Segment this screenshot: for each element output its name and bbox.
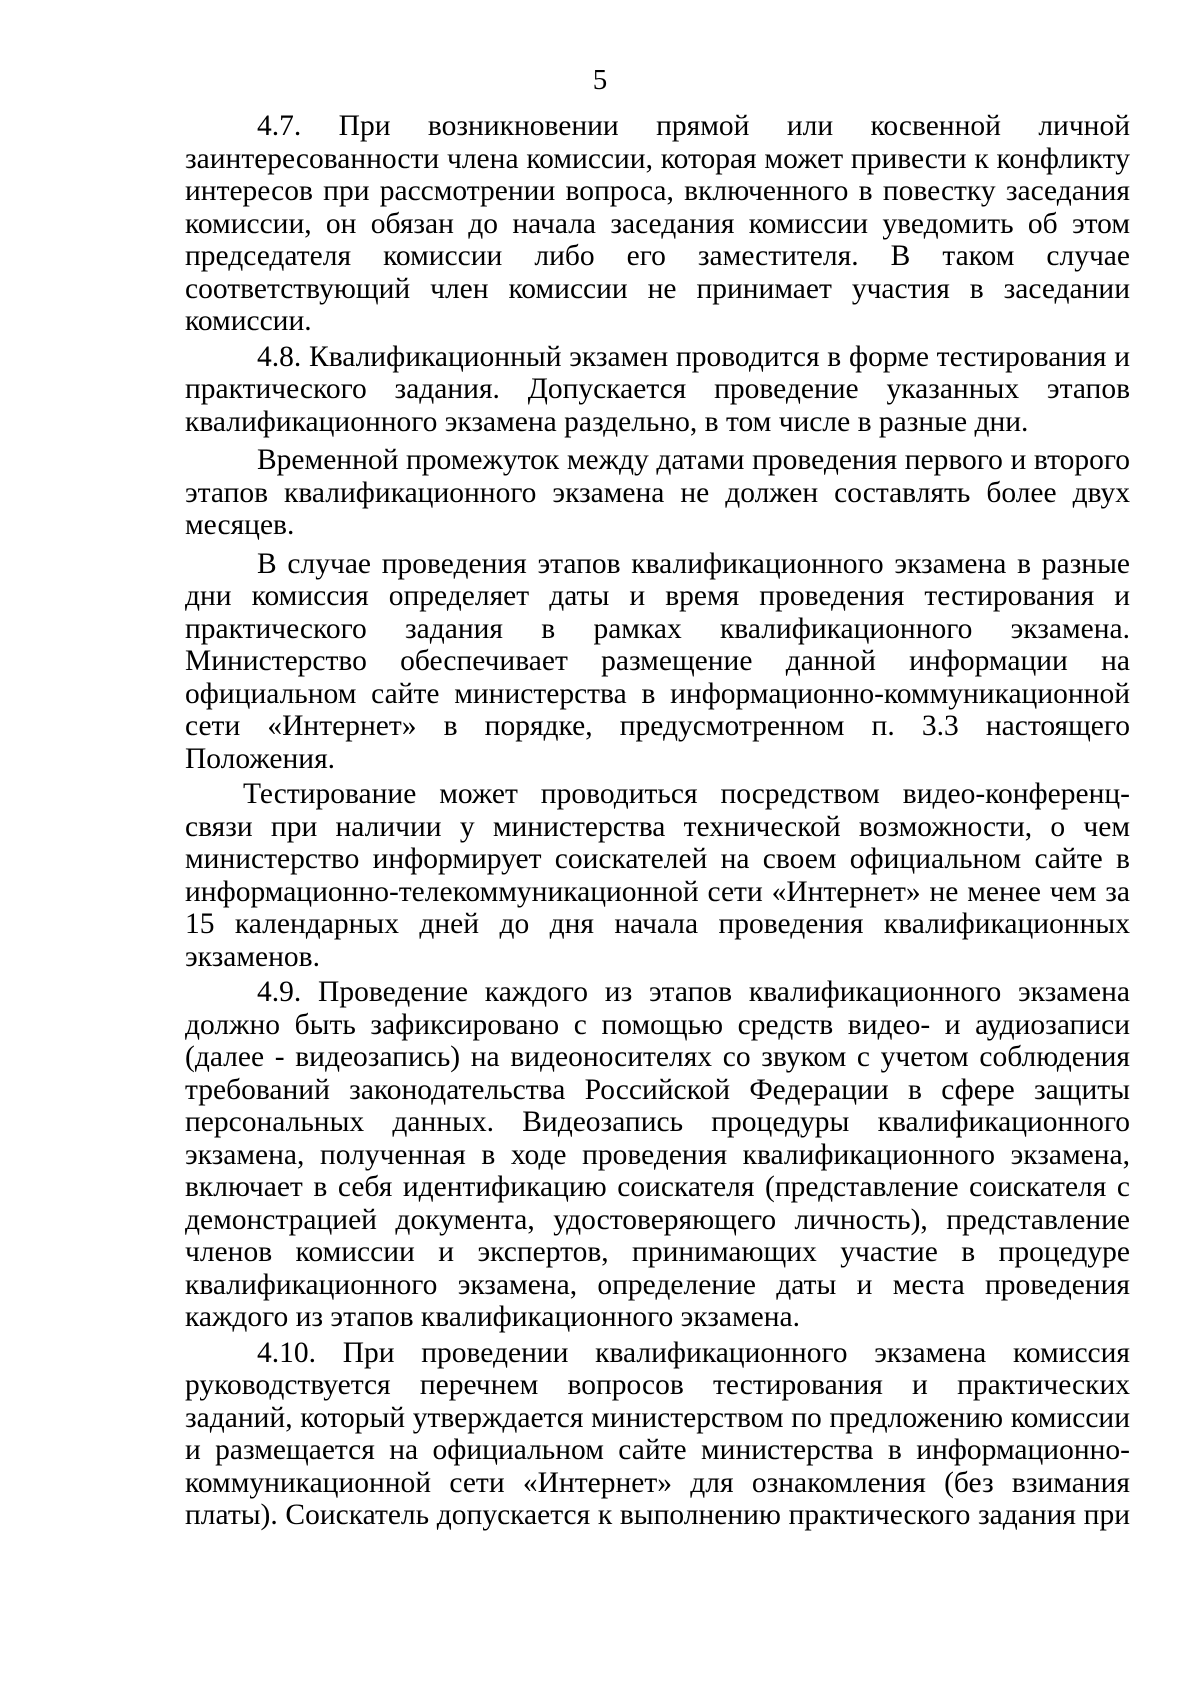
document-body: [185, 110, 1130, 1532]
paragraph-interval: Временной промежуток между датами проведения первого и второго этапов квалификационного экзамена не должен составлять более двух месяцев.: [185, 444, 1130, 541]
page-number: 5: [592, 64, 608, 96]
paragraph-4-7: 4.7. При возникновении прямой или косвенной личной заинтересованности члена комиссии, которая может привести к конфликту интересов при рассмотрении вопроса, включенного в повестку заседания комиссии, он обязан до начала заседания комиссии уведомить об этом председателя комиссии либо его заместителя. В таком случае соответствующий член комиссии не принимает участия в заседании комиссии.: [185, 110, 1130, 337]
paragraph-4-8: 4.8. Квалификационный экзамен проводится в форме тестирования и практического задания. Допускается проведение указанных этапов квалификационного экзамена раздельно, в том числе в разные дни.: [185, 340, 1130, 438]
paragraph-video-conference: Тестирование может проводиться посредством видео-конференц-связи при наличии у министерства технической возможности, о чем министерство информирует соискателей на своем официальном сайте в информационно-телекоммуникационной сети «Интернет» не менее чем за 15 календарных дней до дня начала проведения квалификационных экзаменов.: [185, 778, 1130, 973]
paragraph-4-10: 4.10. При проведении квалификационного экзамена комиссия руководствуется перечнем вопросов тестирования и практических заданий, который утверждается министерством по предложению комиссии и размещается на официальном сайте министерства в информационно-коммуникационной сети «Интернет» для ознакомления (без взимания платы). Соискатель допускается к выполнению практического задания при: [185, 1336, 1130, 1531]
paragraph-different-days: В случае проведения этапов квалификационного экзамена в разные дни комиссия определяет даты и время проведения тестирования и практического задания в рамках квалификационного экзамена. Министерство обеспечивает размещение данной информации на официальном сайте министерства в информационно-коммуникационной сети «Интернет» в порядке, предусмотренном п. 3.3 настоящего Положения.: [185, 547, 1130, 775]
paragraph-4-9: 4.9. Проведение каждого из этапов квалификационного экзамена должно быть зафиксировано с помощью средств видео- и аудиозаписи (далее - видеозапись) на видеоносителях со звуком с учетом соблюдения требований законодательства Российской Федерации в сфере защиты персональных данных. Видеозапись процедуры квалификационного экзамена, полученная в ходе проведения квалификационного экзамена, включает в себя идентификацию соискателя (представление соискателя с демонстрацией документа, удостоверяющего личность), представление членов комиссии и экспертов, принимающих участие в процедуре квалификационного экзамена, определение даты и места проведения каждого из этапов квалификационного экзамена.: [185, 976, 1130, 1333]
